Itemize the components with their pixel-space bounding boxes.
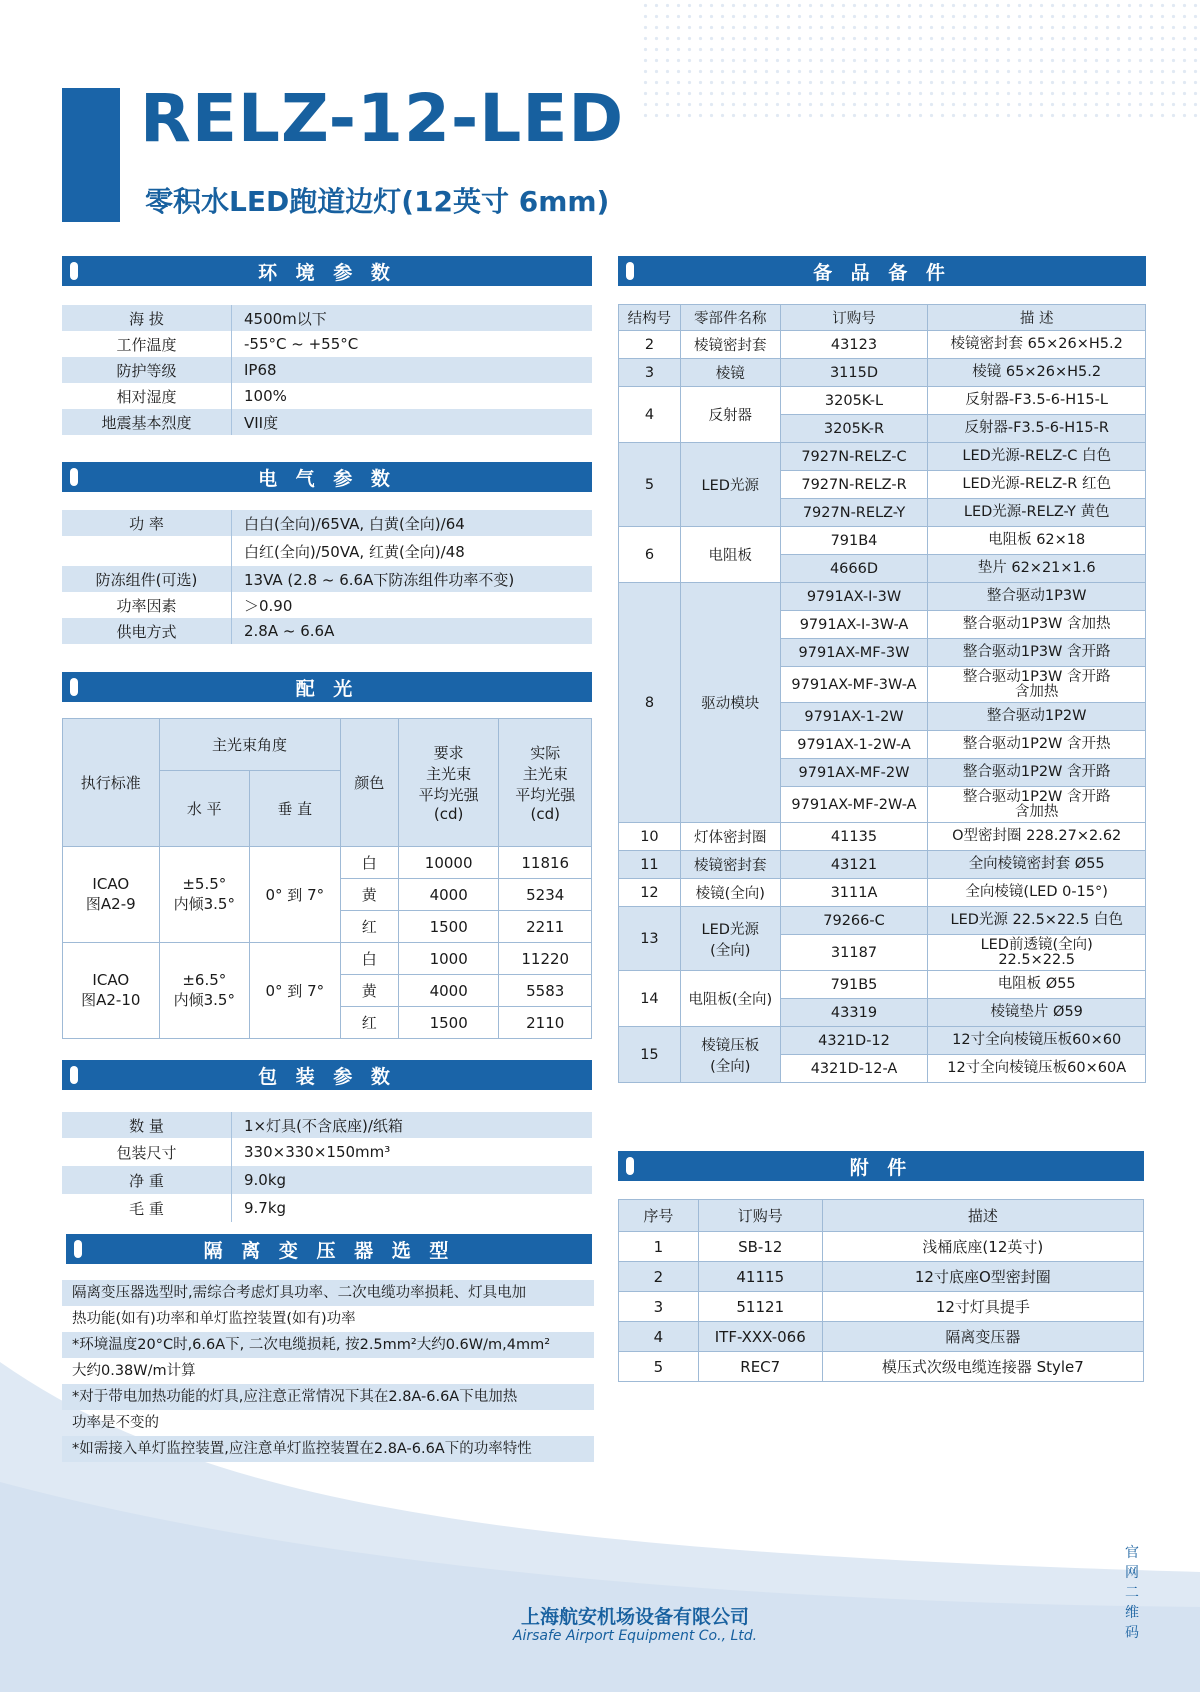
spares-description: 棱镜垫片 Ø59 [928,999,1146,1027]
spares-row [619,331,1146,359]
param-value: 4500m以下 [244,309,327,328]
param-row [62,305,592,331]
spares-order-code: 3205K-R [780,415,928,443]
param-value: 13VA (2.8 ~ 6.6A下防冻组件功率不变) [244,570,515,589]
elec-params-list [62,510,592,644]
company-name-cn: 上海航安机场设备有限公司 [520,1606,749,1628]
optics-color: 黄 [340,975,398,1007]
pack-section-heading [62,1060,592,1090]
optics-actual: 2211 [499,911,592,943]
note-line: *如需接入单灯监控装置,应注意单灯监控装置在2.8A-6.6A下的功率特性 [62,1436,594,1462]
acc-description: 浅桶底座(12英寸) [822,1232,1143,1262]
spares-order-code: 3115D [780,359,928,387]
spares-row [619,851,1146,879]
heading-pill-icon [70,262,78,280]
spares-row [619,359,1146,387]
spares-order-code: 9791AX-I-3W-A [780,611,928,639]
optics-vertical: 0° 到 7° [250,943,341,1039]
spares-structure-no: 13 [619,907,681,971]
elec-heading-text: 电 气 参 数 [258,467,396,490]
acc-header-cell: 订购号 [698,1200,822,1232]
param-key: 功率因素 [62,592,232,618]
title-accent-bar [62,88,120,222]
optics-header-row [63,719,592,771]
param-value: 9.0kg [244,1171,287,1189]
param-value: 100% [244,387,287,405]
optics-standard: ICAO 图A2-10 [63,943,160,1039]
spares-structure-no: 6 [619,527,681,583]
param-key: 防冻组件(可选) [62,566,232,592]
optics-header-cell: 主光束角度 [159,719,340,771]
spares-row [619,823,1146,851]
optics-header-cell: 垂 直 [250,771,341,847]
acc-header-cell: 序号 [619,1200,699,1232]
spares-description: 整合驱动1P3W 含开路 含加热 [928,667,1146,703]
transformer-heading-text: 隔 离 变 压 器 选 型 [203,1239,455,1262]
spares-description: 反射器-F3.5-6-H15-R [928,415,1146,443]
spares-order-code: 9791AX-MF-2W-A [780,787,928,823]
spares-order-code: 43121 [780,851,928,879]
optics-color: 红 [340,911,398,943]
transformer-section-heading [66,1234,592,1264]
spares-structure-no: 5 [619,443,681,527]
transformer-notes [62,1280,594,1462]
optics-actual: 11816 [499,847,592,879]
acc-header-row [619,1200,1144,1232]
heading-pill-icon [626,262,634,280]
param-row [62,510,592,536]
spares-part-name: LED光源 (全向) [680,907,780,971]
spares-structure-no: 14 [619,971,681,1027]
note-line: 功率是不变的 [72,1415,159,1431]
acc-row [619,1232,1144,1262]
param-value: 白红(全向)/50VA, 红黄(全向)/48 [244,542,465,561]
spares-part-name: 棱镜密封套 [680,331,780,359]
optics-actual: 5234 [499,879,592,911]
optics-header-cell: 水 平 [159,771,250,847]
spares-description: 电阻板 62×18 [928,527,1146,555]
optics-required: 1000 [398,943,499,975]
spares-row [619,443,1146,471]
acc-no: 5 [619,1352,699,1382]
spares-description: 电阻板 Ø55 [928,971,1146,999]
optics-color: 红 [340,1007,398,1039]
spares-description: 整合驱动1P3W 含开路 [928,639,1146,667]
acc-description: 隔离变压器 [822,1322,1143,1352]
spares-part-name: LED光源 [680,443,780,527]
param-key: 数 量 [62,1112,232,1138]
spares-order-code: 4321D-12-A [780,1055,928,1083]
spares-part-name: 灯体密封圈 [680,823,780,851]
note-line: *对于带电加热功能的灯具,应注意正常情况下其在2.8A-6.6A下电加热 [62,1384,594,1410]
spares-order-code: 4666D [780,555,928,583]
optics-required: 1500 [398,1007,499,1039]
acc-no: 1 [619,1232,699,1262]
env-section-heading [62,256,592,286]
optics-required: 1500 [398,911,499,943]
param-row [62,1194,592,1222]
param-key: 毛 重 [62,1194,232,1222]
param-row [62,1138,592,1166]
spares-part-name: 电阻板 [680,527,780,583]
param-row [62,383,592,409]
note-line: *环境温度20°C时,6.6A下, 二次电缆损耗, 按2.5mm²大约0.6W/m,4mm² [62,1332,594,1358]
spares-order-code: 7927N-RELZ-Y [780,499,928,527]
spares-structure-no: 2 [619,331,681,359]
acc-row [619,1322,1144,1352]
param-key: 包装尺寸 [62,1138,232,1166]
background-dot-pattern [640,0,1200,120]
spares-part-name: 驱动模块 [680,583,780,823]
spares-order-code: 7927N-RELZ-C [780,443,928,471]
spares-description: LED前透镜(全向) 22.5×22.5 [928,935,1146,971]
spares-order-code: 9791AX-1-2W-A [780,731,928,759]
spares-description: LED光源-RELZ-R 红色 [928,471,1146,499]
spares-row [619,527,1146,555]
optics-heading-text: 配 光 [295,677,359,700]
spares-description: LED光源-RELZ-C 白色 [928,443,1146,471]
note-line: 大约0.38W/m计算 [72,1363,196,1379]
heading-pill-icon [626,1157,634,1175]
spares-order-code: 41135 [780,823,928,851]
pack-params-list [62,1112,592,1222]
page-title: RELZ-12-LED [140,80,625,157]
spares-description: 全向棱镜(LED 0-15°) [928,879,1146,907]
param-value: IP68 [244,361,277,379]
optics-color: 黄 [340,879,398,911]
param-value: VII度 [244,413,279,432]
spares-description: 整合驱动1P2W 含开路 含加热 [928,787,1146,823]
elec-section-heading [62,462,592,492]
param-row [62,331,592,357]
param-value: 330×330×150mm³ [244,1143,391,1161]
spares-description: 12寸全向棱镜压板60×60 [928,1027,1146,1055]
spares-description: 整合驱动1P3W [928,583,1146,611]
spares-row [619,387,1146,415]
acc-row [619,1352,1144,1382]
spares-order-code: 9791AX-MF-3W [780,639,928,667]
param-key: 相对湿度 [62,383,232,409]
qr-code-label: 官网二维码 [1125,1545,1139,1641]
accessories-table [618,1199,1144,1382]
param-row [62,357,592,383]
spares-row [619,879,1146,907]
spares-part-name: 电阻板(全向) [680,971,780,1027]
acc-row [619,1292,1144,1322]
param-value: 2.8A ~ 6.6A [244,622,335,640]
optics-required: 4000 [398,975,499,1007]
spares-order-code: 9791AX-MF-2W [780,759,928,787]
param-key [62,536,232,566]
heading-pill-icon [70,678,78,696]
param-row [62,566,592,592]
env-params-list [62,305,592,435]
spares-order-code: 7927N-RELZ-R [780,471,928,499]
spares-description: LED光源-RELZ-Y 黄色 [928,499,1146,527]
param-key: 工作温度 [62,331,232,357]
spares-part-name: 棱镜(全向) [680,879,780,907]
spares-description: 反射器-F3.5-6-H15-L [928,387,1146,415]
acc-no: 3 [619,1292,699,1322]
optics-actual: 11220 [499,943,592,975]
optics-required: 4000 [398,879,499,911]
spares-header-row [619,305,1146,331]
param-value: 1×灯具(不含底座)/纸箱 [244,1116,403,1135]
spares-row [619,583,1146,611]
spares-structure-no: 4 [619,387,681,443]
spares-description: LED光源 22.5×22.5 白色 [928,907,1146,935]
spares-part-name: 反射器 [680,387,780,443]
spares-structure-no: 10 [619,823,681,851]
heading-pill-icon [74,1240,82,1258]
spares-description: 12寸全向棱镜压板60×60A [928,1055,1146,1083]
optics-data-row [63,847,592,879]
spares-order-code: 43319 [780,999,928,1027]
spares-order-code: 31187 [780,935,928,971]
param-row [62,618,592,644]
spares-structure-no: 8 [619,583,681,823]
optics-section-heading [62,672,592,702]
optics-horizontal: ±6.5° 内倾3.5° [159,943,250,1039]
param-row [62,536,592,566]
optics-table [62,718,592,1039]
spares-part-name: 棱镜压板 (全向) [680,1027,780,1083]
heading-pill-icon [70,468,78,486]
param-value: 9.7kg [244,1199,287,1217]
company-name-en: Airsafe Airport Equipment Co., Ltd. [512,1628,758,1644]
page-subtitle: 零积水LED跑道边灯(12英寸 6mm) [145,185,610,218]
spares-description: O型密封圈 228.27×2.62 [928,823,1146,851]
param-key: 功 率 [62,510,232,536]
optics-horizontal: ±5.5° 内倾3.5° [159,847,250,943]
spares-order-code: 3205K-L [780,387,928,415]
optics-header-cell: 颜色 [340,719,398,847]
spares-description: 整合驱动1P2W 含开热 [928,731,1146,759]
param-value: -55°C ~ +55°C [244,335,359,353]
param-row [62,592,592,618]
param-key: 供电方式 [62,618,232,644]
spares-description: 垫片 62×21×1.6 [928,555,1146,583]
spares-description: 整合驱动1P3W 含加热 [928,611,1146,639]
spares-part-name: 棱镜密封套 [680,851,780,879]
accessories-heading-text: 附 件 [849,1156,913,1179]
acc-description: 模压式次级电缆连接器 Style7 [822,1352,1143,1382]
acc-row [619,1262,1144,1292]
optics-header-cell: 要求 主光束 平均光强 (cd) [398,719,499,847]
spares-order-code: 791B4 [780,527,928,555]
param-row [62,1112,592,1138]
acc-description: 12寸灯具提手 [822,1292,1143,1322]
param-value: 白白(全向)/65VA, 白黄(全向)/64 [244,514,465,533]
optics-required: 10000 [398,847,499,879]
spares-row [619,971,1146,999]
spares-row [619,1027,1146,1055]
acc-no: 4 [619,1322,699,1352]
spares-structure-no: 15 [619,1027,681,1083]
spares-structure-no: 11 [619,851,681,879]
spares-part-name: 棱镜 [680,359,780,387]
param-row [62,1166,592,1194]
spares-order-code: 9791AX-I-3W [780,583,928,611]
spares-order-code: 3111A [780,879,928,907]
acc-no: 2 [619,1262,699,1292]
spares-order-code: 9791AX-1-2W [780,703,928,731]
spares-header-cell: 描 述 [928,305,1146,331]
optics-actual: 2110 [499,1007,592,1039]
spares-heading-text: 备 品 备 件 [813,261,951,284]
param-key: 海 拔 [62,305,232,331]
spares-header-cell: 结构号 [619,305,681,331]
optics-color: 白 [340,943,398,975]
spares-structure-no: 12 [619,879,681,907]
heading-pill-icon [70,1066,78,1084]
param-key: 净 重 [62,1166,232,1194]
spares-description: 棱镜 65×26×H5.2 [928,359,1146,387]
spares-order-code: 43123 [780,331,928,359]
optics-vertical: 0° 到 7° [250,847,341,943]
acc-header-cell: 描述 [822,1200,1143,1232]
param-row [62,409,592,435]
spares-order-code: 79266-C [780,907,928,935]
spares-section-heading [618,256,1146,286]
pack-heading-text: 包 装 参 数 [258,1065,396,1088]
optics-data-row [63,943,592,975]
spares-table [618,304,1146,1083]
acc-order-code: SB-12 [698,1232,822,1262]
param-key: 地震基本烈度 [62,409,232,435]
env-heading-text: 环 境 参 数 [258,261,396,284]
spares-order-code: 4321D-12 [780,1027,928,1055]
acc-order-code: ITF-XXX-066 [698,1322,822,1352]
param-value: ＞0.90 [244,596,293,615]
spares-description: 棱镜密封套 65×26×H5.2 [928,331,1146,359]
param-key: 防护等级 [62,357,232,383]
spares-description: 全向棱镜密封套 Ø55 [928,851,1146,879]
optics-header-cell: 执行标准 [63,719,160,847]
spares-order-code: 791B5 [780,971,928,999]
spares-header-cell: 订购号 [780,305,928,331]
acc-order-code: REC7 [698,1352,822,1382]
spares-order-code: 9791AX-MF-3W-A [780,667,928,703]
note-line: 隔离变压器选型时,需综合考虑灯具功率、二次电缆功率损耗、灯具电加 [62,1280,594,1306]
spares-description: 整合驱动1P2W 含开路 [928,759,1146,787]
accessories-section-heading [618,1151,1144,1181]
acc-description: 12寸底座O型密封圈 [822,1262,1143,1292]
spares-description: 整合驱动1P2W [928,703,1146,731]
optics-actual: 5583 [499,975,592,1007]
spares-row [619,907,1146,935]
spares-structure-no: 3 [619,359,681,387]
note-line: 热功能(如有)功率和单灯监控装置(如有)功率 [72,1311,356,1327]
spares-header-cell: 零部件名称 [680,305,780,331]
acc-order-code: 51121 [698,1292,822,1322]
optics-color: 白 [340,847,398,879]
acc-order-code: 41115 [698,1262,822,1292]
optics-standard: ICAO 图A2-9 [63,847,160,943]
optics-header-cell: 实际 主光束 平均光强 (cd) [499,719,592,847]
